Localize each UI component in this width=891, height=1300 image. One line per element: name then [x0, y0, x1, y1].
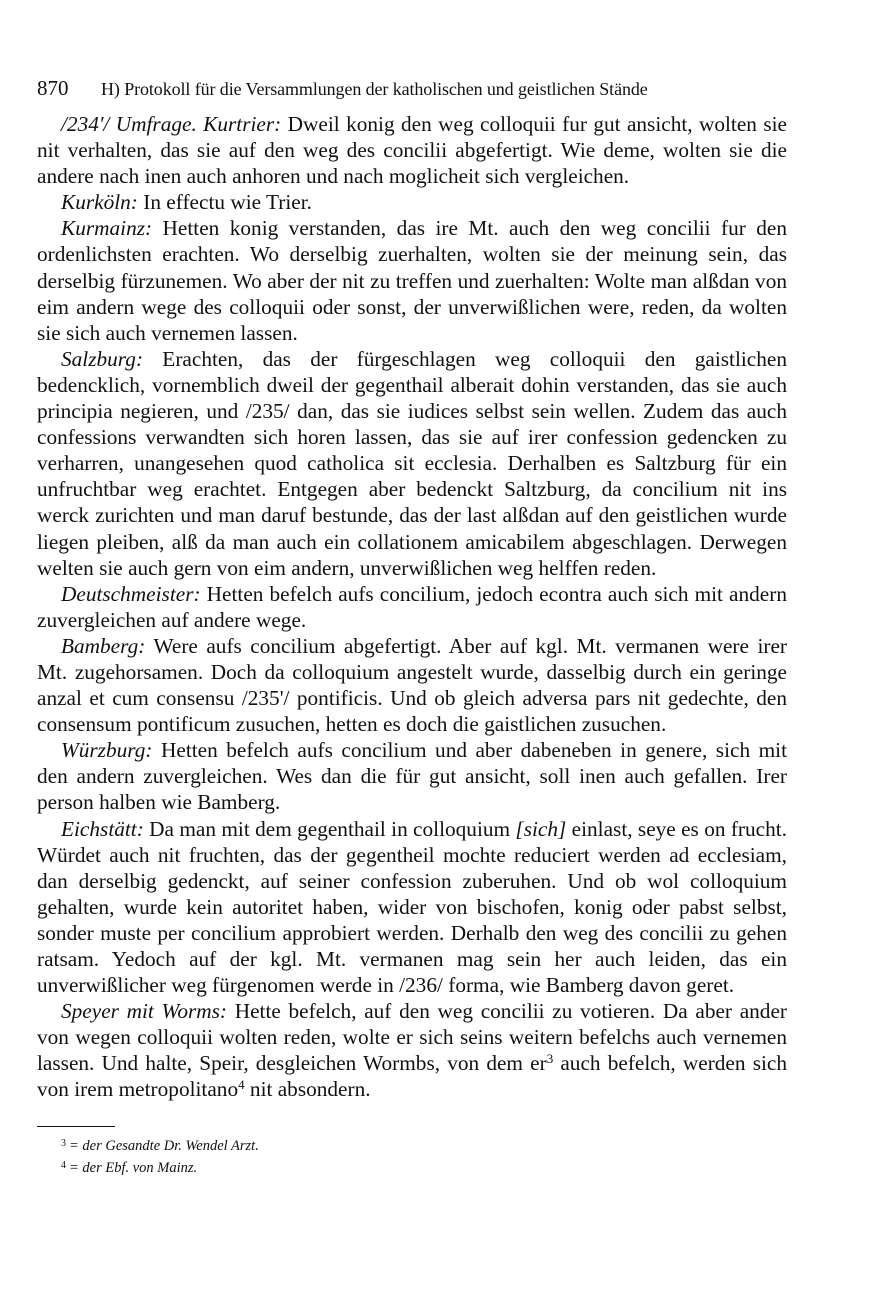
paragraph-eichstaett	[37, 816, 787, 999]
paragraph-deutschmeister	[37, 581, 787, 633]
paragraph-text: Hette befelch, auf den weg concilii zu votieren. Da aber ander von wegen colloquii wolten reden, wolte er sich seins weitern befelchs auch vernemen lassen. Und halte, Speir, desgleichen Wormbs, von dem er	[37, 999, 787, 1076]
paragraph-bamberg	[37, 633, 787, 737]
footnote-reference[interactable]: 4	[238, 1077, 245, 1093]
speaker-label: Deutschmeister:	[61, 581, 201, 606]
paragraph-text: auch befelch, werden sich von irem metropolitano	[37, 1051, 787, 1102]
paragraph-text: Were aufs concilium abgefertigt. Aber auf kgl. Mt. vermanen were irer Mt. zugehorsamen. Doch da colloquium angestelt wurde, dasselbig durch ein geringe anzal et cum consensu /235'/ pontificis. Und ob gleich adversa pars nit gedechte, den consensum pontificum zusuchen, hetten es doch die gaistlichen zusuchen.	[37, 633, 787, 737]
paragraph-speyer-worms	[37, 998, 787, 1102]
paragraph-kurtrier	[37, 111, 787, 189]
footnote-divider	[37, 1126, 115, 1127]
footnotes	[61, 1134, 787, 1178]
speaker-label: Bamberg:	[61, 633, 146, 658]
footnote-item	[61, 1134, 787, 1156]
speaker-label: Kurköln:	[61, 190, 138, 215]
paragraph-salzburg	[37, 346, 787, 581]
paragraph-text: Hetten befelch aufs concilium und aber dabeneben in genere, sich mit den andern zuvergleichen. Wes dan die für gut ansicht, soll inen auch gefallen. Irer person halben wie Bamberg.	[37, 738, 787, 815]
page-number: 870	[37, 76, 69, 100]
speaker-label: Würzburg:	[61, 738, 153, 763]
speaker-label: Speyer mit Worms:	[61, 999, 228, 1024]
footnote-text: = der Ebf. von Mainz.	[69, 1159, 198, 1176]
document-page	[37, 76, 787, 1178]
paragraph-text: Hetten konig verstanden, das ire Mt. auch den weg concilii fur den ordenlichsten erachten. Wo derselbig zuerhalten, wolten sie der meinung sein, das derselbig fürzunemen. Wo aber der nit zu treffen und zuerhalten: Wolte man alßdan von eim andern wege des colloquii oder sonst, der unverwißlichen were, reden, da wolten sie sich auch vernemen lassen.	[37, 216, 787, 345]
header-title: H) Protokoll für die Versammlungen der katholischen und geistlichen Stände	[101, 79, 648, 99]
footnote-item	[61, 1156, 787, 1178]
speaker-label: /234'/ Umfrage. Kurtrier:	[61, 112, 282, 136]
paragraph-text: nit absondern.	[244, 1077, 371, 1102]
running-head	[37, 76, 787, 101]
footnote-text: = der Gesandte Dr. Wendel Arzt.	[69, 1137, 259, 1154]
paragraph-text: einlast, seye es on frucht. Würdet auch nit fruchten, das der gegentheil mochte reduciert werden ad ecclesiam, dan derselbig gedenckt, auf seiner confession zuberuhen. Und ob wol colloquium gehalten, wurde kein autoritet haben, wider von bischofen, konig oder pabst selbst, sonder muste per concilium approbiert werden. Derhalb den weg des concilii zu gehen ratsam. Yedoch auf der kgl. Mt. vermanen mag sein her auch leiden, das ein unverwißlicher weg fürgenomen werde in /236/ forma, wie Bamberg davon geret.	[37, 816, 788, 998]
paragraph-text: Da man mit dem gegenthail in colloquium	[143, 816, 516, 841]
document-body	[37, 111, 787, 1103]
paragraph-kurkoeln	[37, 189, 787, 215]
footnote-reference[interactable]: 3	[546, 1051, 554, 1067]
speaker-label: Kurmainz:	[61, 216, 153, 241]
paragraph-text: Erachten, das der fürgeschlagen weg colloquii den gaistlichen bedencklich, vornemblich dweil der gegenthail alberait dohin verstanden, das sie auch principia negieren, und /235/ dan, das sie iudices selbst sein wellen. Zudem das auch confessions verwandten sich horen lassen, das sie auf irer confession gedencken zu verharren, unangesehen quod catholica sit ecclesia. Derhalben es Saltzburg für ein unfruchtbar weg erachtet. Entgegen aber bedenckt Saltzburg, da concilium nit ins werck zurichten und man daruf bestunde, das der last alßdan auf den geistlichen wurde liegen pleiben, alß da man auch ein collationem amicabilem abgeschlagen. Derwegen welten sie auch gern von eim andern, unverwißlichen weg helffen reden.	[37, 346, 787, 580]
paragraph-kurmainz	[37, 215, 787, 345]
speaker-label: Eichstätt:	[61, 816, 144, 841]
paragraph-text: Hetten befelch aufs concilium, jedoch econtra auch sich mit andern zuvergleichen auf andere wege.	[37, 581, 787, 632]
footnote-mark: 3	[61, 1137, 66, 1149]
speaker-label: Salzburg:	[61, 346, 144, 371]
paragraph-text: In effectu wie Trier.	[137, 190, 312, 215]
paragraph-text: Dweil konig den weg colloquii fur gut ansicht, wolten sie nit verhalten, das sie auf den weg des concilii abgefertigt. Wie deme, wolten sie die andere nach inen auch anhoren und nach moglicheit sich vergleichen.	[37, 112, 788, 189]
footnote-mark: 4	[61, 1159, 66, 1171]
editorial-sic: [sich]	[515, 816, 567, 841]
paragraph-wuerzburg	[37, 737, 787, 815]
